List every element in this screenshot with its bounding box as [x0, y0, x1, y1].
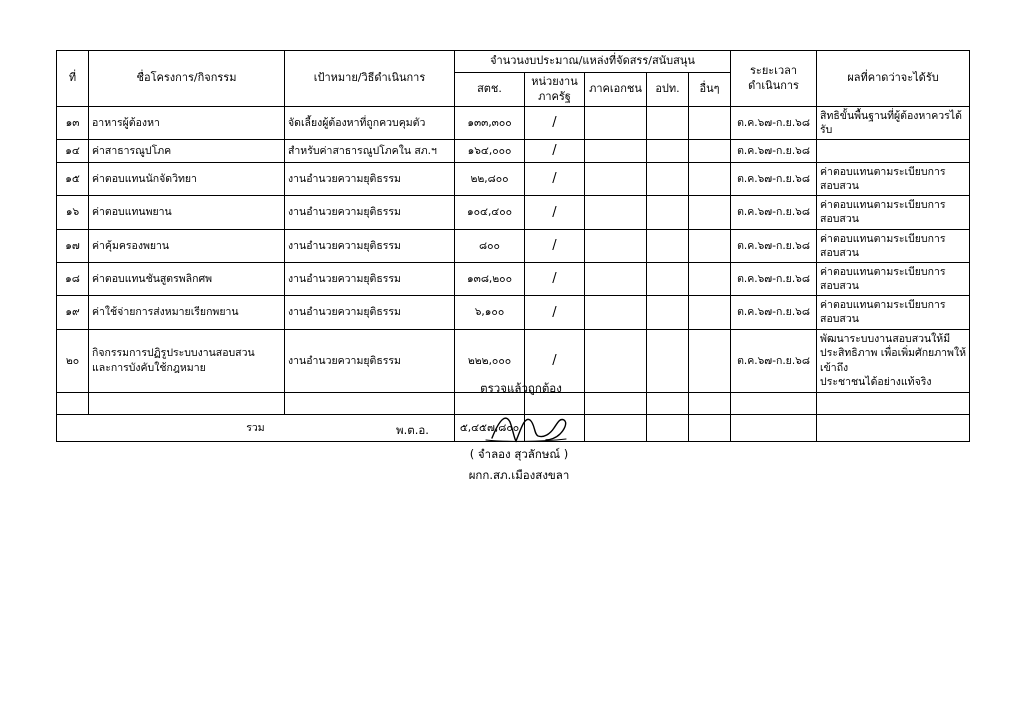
cell-apt: [647, 262, 689, 295]
cell-result: ค่าตอบแทนตามระเบียบการสอบสวน: [817, 229, 970, 262]
cell-gov: /: [525, 296, 585, 329]
cell-no: ๑๘: [57, 262, 89, 295]
header-project: ชื่อโครงการ/กิจกรรม: [89, 51, 285, 107]
cell-private: [585, 262, 647, 295]
cell-no: ๑๕: [57, 162, 89, 195]
cell-result-line3: ประชาชนได้อย่างแท้จริง: [820, 375, 932, 388]
cell-other: [689, 107, 731, 140]
cell-project: ค่าตอบแทนนักจัดวิทยา: [89, 162, 285, 195]
cell-apt: [647, 162, 689, 195]
signature-block: [0, 380, 1024, 488]
cell-gov: /: [525, 162, 585, 195]
header-goal: เป้าหมาย/วิธีดำเนินการ: [285, 51, 455, 107]
cell-other: [689, 140, 731, 163]
cell-goal: งานอำนวยความยุติธรรม: [285, 229, 455, 262]
cell-period: ต.ค.๖๗-ก.ย.๖๘: [731, 107, 817, 140]
cell-no: ๑๔: [57, 140, 89, 163]
cell-result: [817, 140, 970, 163]
table-header: [57, 51, 970, 107]
cell-other: [689, 196, 731, 229]
cell-no: ๑๓: [57, 107, 89, 140]
header-result: ผลที่คาดว่าจะได้รับ: [817, 51, 970, 107]
cell-apt: [647, 296, 689, 329]
header-gov-line2: ภาครัฐ: [538, 89, 571, 103]
verified-text: ตรวจแล้วถูกต้อง: [480, 381, 562, 395]
cell-period: ต.ค.๖๗-ก.ย.๖๘: [731, 140, 817, 163]
cell-goal: จัดเลี้ยงผู้ต้องหาที่ถูกควบคุมตัว: [285, 107, 455, 140]
cell-goal: งานอำนวยความยุติธรรม: [285, 329, 455, 392]
cell-goal: งานอำนวยความยุติธรรม: [285, 296, 455, 329]
header-sorn: สตช.: [455, 73, 525, 107]
cell-period: ต.ค.๖๗-ก.ย.๖๘: [731, 229, 817, 262]
cell-project: ค่าตอบแทนชันสูตรพลิกศพ: [89, 262, 285, 295]
cell-private: [585, 229, 647, 262]
header-period-line1: ระยะเวลา: [750, 64, 798, 78]
cell-period: ต.ค.๖๗-ก.ย.๖๘: [731, 329, 817, 392]
cell-period: ต.ค.๖๗-ก.ย.๖๘: [731, 162, 817, 195]
signer-position: ผกก.สภ.เมืองสงขลา: [468, 468, 570, 482]
cell-result: ค่าตอบแทนตามระเบียบการสอบสวน: [817, 296, 970, 329]
cell-goal: งานอำนวยความยุติธรรม: [285, 162, 455, 195]
cell-project-line2: และการบังคับใช้กฎหมาย: [92, 361, 206, 374]
cell-gov: /: [525, 329, 585, 392]
handwritten-signature-icon: [480, 408, 600, 448]
cell-project-line1: กิจกรรมการปฏิรูประบบงานสอบสวน: [92, 347, 255, 360]
table-row: [57, 196, 970, 229]
cell-result: สิทธิขั้นพื้นฐานที่ผู้ต้องหาควรได้รับ: [817, 107, 970, 140]
cell-apt: [647, 229, 689, 262]
cell-sorn: ๘๐๐: [455, 229, 525, 262]
cell-other: [689, 162, 731, 195]
header-period: [731, 51, 817, 107]
table-row: [57, 140, 970, 163]
cell-goal: สำหรับค่าสาธารณูปโภคใน สภ.ฯ: [285, 140, 455, 163]
total-label: รวม: [57, 414, 455, 441]
cell-result: ค่าตอบแทนตามระเบียบการสอบสวน: [817, 262, 970, 295]
cell-goal: งานอำนวยความยุติธรรม: [285, 262, 455, 295]
cell-apt: [647, 140, 689, 163]
cell-apt: [647, 196, 689, 229]
cell-gov: /: [525, 140, 585, 163]
cell-apt: [647, 107, 689, 140]
table-row: [57, 296, 970, 329]
cell-period: ต.ค.๖๗-ก.ย.๖๘: [731, 196, 817, 229]
cell-other: [689, 262, 731, 295]
cell-gov: /: [525, 262, 585, 295]
cell-gov: /: [525, 107, 585, 140]
cell-other: [689, 229, 731, 262]
cell-project: อาหารผู้ต้องหา: [89, 107, 285, 140]
cell-no: ๒๐: [57, 329, 89, 392]
cell-sorn: ๑๓๓,๓๐๐: [455, 107, 525, 140]
cell-no: ๑๖: [57, 196, 89, 229]
cell-no: ๑๗: [57, 229, 89, 262]
cell-other: [689, 296, 731, 329]
signature-row: [0, 412, 1024, 446]
cell-private: [585, 140, 647, 163]
cell-sorn: ๑๖๔,๐๐๐: [455, 140, 525, 163]
cell-result: ค่าตอบแทนตามระเบียบการสอบสวน: [817, 196, 970, 229]
cell-project: ค่าใช้จ่ายการส่งหมายเรียกพยาน: [89, 296, 285, 329]
cell-private: [585, 107, 647, 140]
cell-period: ต.ค.๖๗-ก.ย.๖๘: [731, 262, 817, 295]
table-row: [57, 107, 970, 140]
cell-gov: /: [525, 229, 585, 262]
table-row: [57, 229, 970, 262]
cell-sorn: ๒๒๒,๐๐๐: [455, 329, 525, 392]
cell-private: [585, 162, 647, 195]
cell-project: ค่าสาธารณูปโภค: [89, 140, 285, 163]
signer-name: ( จำลอง สุวลักษณ์ ): [469, 447, 569, 461]
header-budget-group: จำนวนงบประมาณ/แหล่งที่จัดสรร/สนับสนุน: [455, 51, 731, 73]
cell-result-line2: ประสิทธิภาพ เพื่อเพิ่มศักยภาพให้เข้าถึง: [820, 347, 967, 374]
header-period-line2: ดำเนินการ: [748, 78, 799, 92]
cell-sorn: ๒๒,๘๐๐: [455, 162, 525, 195]
cell-goal: งานอำนวยความยุติธรรม: [285, 196, 455, 229]
cell-period: ต.ค.๖๗-ก.ย.๖๘: [731, 296, 817, 329]
total-sorn: ๕,๔๕๗,๘๐๐: [455, 414, 525, 441]
header-other: อื่นๆ: [689, 73, 731, 107]
cell-private: [585, 296, 647, 329]
header-no: ที่: [57, 51, 89, 107]
cell-sorn: ๑๓๘,๒๐๐: [455, 262, 525, 295]
cell-private: [585, 196, 647, 229]
header-apt: อปท.: [647, 73, 689, 107]
cell-gov: /: [525, 196, 585, 229]
table-row: [57, 262, 970, 295]
cell-result: ค่าตอบแทนตามระเบียบการสอบสวน: [817, 162, 970, 195]
table-row: [57, 162, 970, 195]
cell-project: ค่าตอบแทนพยาน: [89, 196, 285, 229]
cell-project: ค่าคุ้มครองพยาน: [89, 229, 285, 262]
rank-label: พ.ต.อ.: [396, 423, 429, 437]
header-private: ภาคเอกชน: [585, 73, 647, 107]
header-gov: [525, 73, 585, 107]
cell-sorn: ๖,๑๐๐: [455, 296, 525, 329]
cell-sorn: ๑๐๔,๔๐๐: [455, 196, 525, 229]
header-gov-line1: หน่วยงาน: [531, 75, 578, 89]
cell-result-line1: พัฒนาระบบงานสอบสวนให้มี: [820, 333, 951, 346]
cell-no: ๑๙: [57, 296, 89, 329]
